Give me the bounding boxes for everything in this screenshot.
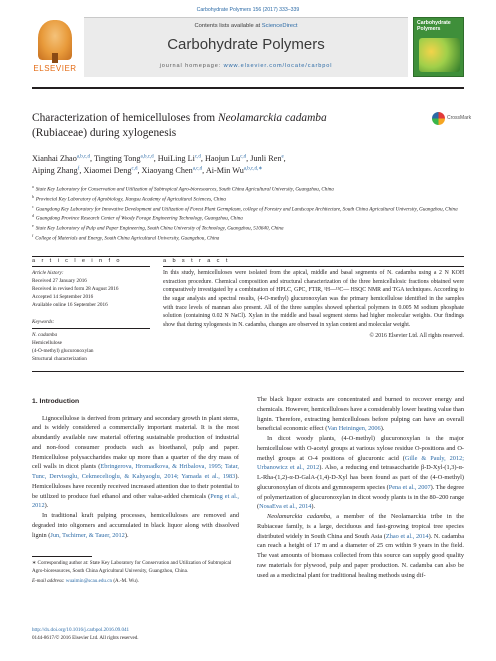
history-item: Available online 16 September 2016: [32, 302, 108, 309]
homepage-link[interactable]: www.elsevier.com/locate/carbpol: [223, 63, 333, 69]
email-link[interactable]: wuaimin@scau.edu.cn: [65, 577, 113, 584]
abstract-text: In this study, hemicelluloses were isolated from the apical, middle and basal segments of N. cadamba using a 2 N KOH extraction procedure. Chemical composition and structural characterization of the three hemicellulosic fractions obtained were comparatively investigated by a combination of HPLC, GPC, FTIR, ¹H—¹³C— HSQC NMR and TGA techniques. According to the sugar analysis and spectral results, (4-O-methyl) glucuronoxylan was the primary hemicellulose identified in the samples with trace levels of mannan also present. All of the three samples showed spherical polymers in 0.005 M sodium phosphate solution (containing 0.02 N NaCl). Xylan in the middle and basal segment stems had higher molecular weights. Our findings show that during xylogenesis in N. cadamba, changes are observed in xylan content and molecular weight.: [163, 270, 464, 329]
title-part-2: (Rubiaceae) during xylogenesis: [32, 126, 177, 139]
elsevier-logo[interactable]: [32, 17, 78, 77]
article-info: [32, 269, 150, 363]
history-heading: Article history:: [32, 270, 64, 276]
homepage-line: [84, 63, 408, 69]
author[interactable]: Aiping Zhang$^f$: [32, 165, 80, 175]
history-item: Accepted 14 September 2016: [32, 294, 94, 301]
author[interactable]: Junli Ren$^e$: [250, 154, 284, 163]
article-info-rule: [32, 266, 150, 267]
doi-link[interactable]: http://dx.doi.org/10.1016/j.carbpol.2016.09.041: [32, 627, 130, 633]
history-item: Received 27 January 2016: [32, 278, 87, 285]
article-info-heading: a r t i c l e i n f o: [32, 258, 122, 264]
crossmark-label: CrossMark: [447, 115, 472, 121]
contents-line: [84, 23, 408, 29]
citation-link[interactable]: Peng et al., 2012: [32, 492, 239, 510]
citation-link[interactable]: Jun, Tschirner, & Tauer, 2012: [50, 531, 125, 539]
page-footer: [32, 627, 239, 643]
abstract-rule: [163, 266, 464, 267]
keyword[interactable]: N. cadamba: [32, 331, 58, 338]
body-column-left: [32, 397, 239, 540]
citation-link[interactable]: Van Heiningen, 2006: [327, 425, 381, 433]
keyword[interactable]: Structural characterization: [32, 356, 87, 363]
journal-banner: [84, 17, 408, 77]
journal-masthead: [32, 17, 464, 79]
author[interactable]: Ai-Min $Wu^{a,b,c,d,∗}$: [205, 165, 263, 175]
homepage-prefix: journal homepage:: [159, 63, 224, 69]
publisher-name: ELSEVIER: [33, 64, 77, 73]
citation-link[interactable]: Ebringerova, Hromadkova, & Hribalova, 1995; Tatar, Tunc, Dervisoglu, Cekmecelioglu, & Kahyaoglu, 2014; Yamada et al., 1983: [32, 463, 239, 481]
paragraph: In dicot woody plants, (4-O-methyl) glucuronoxylan is the major hemicellulose with O-acetyl groups at various xylose residue O-positions and O-methyl groups at O-4 positions of glucuronic acid (Gille & Pauly, 2012; Urbanowicz et al., 2012). Also, a reducing end tetrasaccharide β-D-Xyl-(1,3)-α-L-Rha-(1,2)-α-D-GalA-(1,4)-D-Xyl has been found as part of the (4-O-methyl) glucuronoxylan of dicots and gymnosperm species (Pena et al., 2007). The degree of polymerization of glucuronoxylan in dicot woody plants is in the 80–200 range (NosaEva et al., 2014).: [257, 435, 464, 511]
crossmark-badge[interactable]: [432, 112, 472, 134]
tree-trunk: [52, 53, 58, 63]
journal-cover-image[interactable]: [413, 17, 464, 77]
author[interactable]: HuiLing Li$^{c,d}$: [157, 154, 201, 163]
affiliation: $^d$ Guangdong Province Research Center of Woody Forage Engineering Technology, Guangzhou, China: [32, 214, 243, 223]
author[interactable]: Haojun Lu$^{c,d}$: [204, 154, 247, 163]
title-species: Neolamarckia cadamba: [217, 112, 327, 124]
footnote-text: ∗ Corresponding author at: State Key Laboratory for Conservation and Utilization of Subtropical Agro-bioresources, South China Agricultural University, Guangzhou, China.: [32, 560, 232, 574]
author[interactable]: Xiaoyang Chen$^{a,c,d}$: [141, 165, 203, 175]
citation-link[interactable]: Zhao et al., 2014: [385, 532, 429, 540]
contents-prefix: Contents lists available at: [194, 23, 262, 29]
abstract: [163, 269, 464, 341]
author[interactable]: Xianhai Zhao$^{a,b,c,d}$: [32, 154, 90, 163]
affiliation: $^f$ College of Materials and Energy, South China Agricultural University, Guangzhou, China: [32, 234, 220, 242]
affiliations: [32, 184, 464, 243]
cover-art: [419, 38, 460, 72]
affiliation: $^b$ Provincial Key Laboratory of Agrobiology, Jiangsu Academy of Agricultural Sciences, China: [32, 194, 226, 203]
crossmark-icon: [432, 112, 445, 125]
citation-link[interactable]: Gille & Pauly, 2012; Urbanowicz et al., 2012: [257, 454, 464, 472]
article-title: [32, 111, 412, 141]
running-head: Carbohydrate Polymers 156 (2017) 333–339: [196, 7, 300, 13]
abstract-bottom-rule: [32, 371, 464, 372]
journal-title: Carbohydrate Polymers: [167, 36, 325, 53]
title-part-1: Characterization of hemicelluloses from: [32, 112, 218, 124]
body-column-right: [257, 395, 464, 580]
history-item: Received in revised form 28 August 2016: [32, 286, 119, 293]
citation-link[interactable]: NosaEva et al., 2014: [259, 503, 312, 511]
section-title: 1. Introduction: [32, 398, 80, 405]
keywords-rule: [32, 328, 150, 329]
keyword[interactable]: Hemicellulose: [32, 339, 62, 346]
author-list: Xianhai Zhao$^{a,b,c,d}$, Tingting Tong$^{a,b,c,d}$, HuiLing Li$^{c,d}$, Haojun Lu$^{c,d}$, Junli Ren$^e$, Aiping Zhang$^f$, Xiaomei Deng$^{c,d}$, Xiaoyang Chen$^{a,c,d}$, Ai-Min $Wu^{a,b,c,d,∗}$: [32, 154, 286, 175]
footnote-rule: [32, 556, 92, 557]
affiliation: $^e$ State Key Laboratory of Pulp and Paper Engineering, South China University of Technology, Guangzhou, 510640, China: [32, 224, 284, 232]
citation-link[interactable]: Pena et al., 2007: [388, 483, 431, 491]
species-name: Neolamarckia cadamba: [267, 513, 331, 520]
keyword[interactable]: (4-O-methyl) glucuronoxylan: [32, 348, 94, 354]
keywords-heading: Keywords:: [32, 319, 55, 326]
affiliation: $^c$ Guangdong Key Laboratory for Innovative Development and Utilization of Forest Plant Germplasm, college of Forestry and Landscape Architecture, South China Agricultural University, Guangzhou, China: [32, 204, 458, 213]
footnote-email-line: E-mail address: wuaimin@scau.edu.cn (A.-M. Wu).: [32, 577, 139, 584]
abstract-copyright: © 2016 Elsevier Ltd. All rights reserved.: [369, 332, 464, 339]
cover-title: Carbohydrate Polymers: [417, 20, 451, 32]
paragraph: Neolamarckia cadamba, a member of the Neolamarckia tribe in the Rubiaceae family, is a large, deciduous and fast-growing tropical tree species distributed widely in South China and South Asia (Zhao et al., 2014). N. cadamba can reach a height of 17 m and a diameter of 25 cm within 9 years in the field. The vast amounts of biomass collected from this source can supply good quality raw materials for plywood, pulp and paper production. N. cadamba can also be used as a medicinal plant for traditional healing methods using dif-: [257, 513, 464, 579]
issn-line: 0144-8617/© 2016 Elsevier Ltd. All rights reserved.: [32, 634, 139, 641]
author[interactable]: Xiaomei Deng$^{c,d}$: [83, 165, 138, 175]
paragraph: Lignocellulose is derived from primary and secondary growth in plant stems, and is widely considered a commercially important material. It is the most abundantly available raw material offering sustainable production of industrial and non-food consumer products such as bioethanol, pulp and paper. Hemicellulose polysaccharides make up more than a quarter of the dry mass of cell walls in dicot plants (Ebringerova, Hromadkova, & Hribalova, 1995; Tatar, Tunc, Dervisoglu, Cekmecelioglu, & Kahyaoglu, 2014; Yamada et al., 1983). Hemicelluloses have recently received increased attention due to their potential to be utilized to produce fuel ethanol and other value-added chemicals (Peng et al., 2012).: [32, 414, 239, 510]
author[interactable]: Tingting Tong$^{a,b,c,d}$: [93, 154, 154, 163]
abstract-heading: a b s t r a c t: [163, 258, 230, 264]
affiliation: $^a$ State Key Laboratory for Conservation and Utilization of Subtropical Agro-bioresources, South China Agricultural University, Guangzhou, China: [32, 185, 334, 193]
corresponding-author-footnote: [32, 560, 239, 586]
paragraph: The black liquor extracts are concentrated and burned to recover energy and chemicals. However, hemicelluloses have a considerably lower heating value than lignin. Therefore, extracting hemicelluloses before pulping can have an overall beneficial economic effect (Van Heiningen, 2006).: [257, 396, 464, 433]
sciencedirect-link[interactable]: ScienceDirect: [261, 23, 298, 29]
header-rule: [32, 87, 464, 89]
paragraph: In traditional kraft pulping processes, hemicelluloses are removed and degraded into oligomers and accumulated in black liquor along with dissolved lignin (Jun, Tschirner, & Tauer, 2012).: [32, 512, 239, 539]
section-rule: [32, 256, 464, 257]
